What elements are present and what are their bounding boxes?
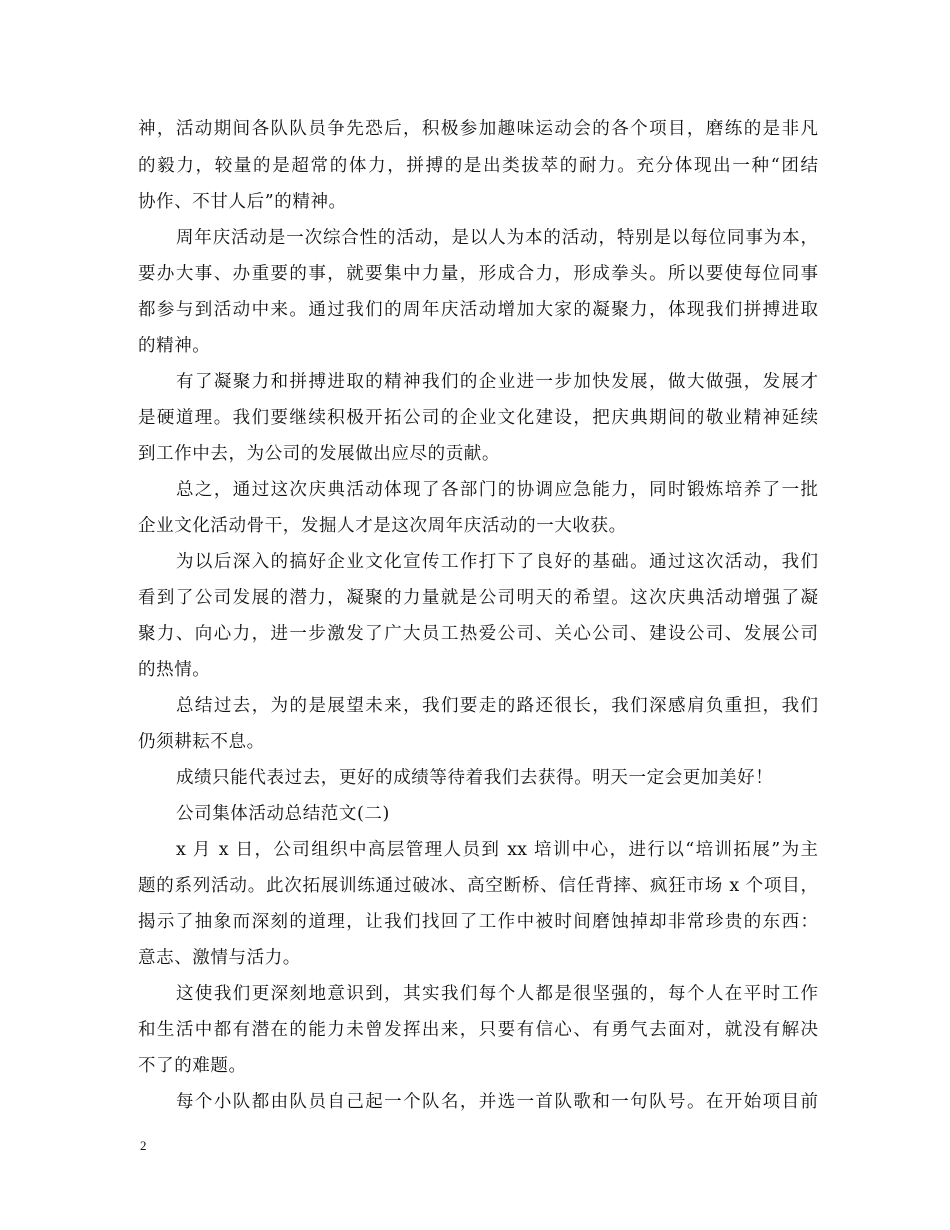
text-line: 要办大事、办重要的事，就要集中力量，形成合力，形成拳头。所以要使每位同事: [138, 264, 818, 284]
text-line: 总结过去，为的是展望未来，我们要走的路还很长，我们深感肩负重担，我们: [176, 696, 818, 716]
text-line: 是硬道理。我们要继续积极开拓公司的企业文化建设，把庆典期间的敬业精神延续: [138, 408, 818, 428]
text-line: 到工作中去，为公司的发展做出应尽的贡献。: [138, 444, 500, 464]
text-line: 的热情。: [138, 660, 211, 680]
text-line: 神，活动期间各队队员争先恐后，积极参加趣味运动会的各个项目，磨练的是非凡: [138, 119, 818, 139]
text-line: 仍须耕耘不息。: [138, 732, 265, 752]
text-line: 意志、激情与活力。: [138, 948, 301, 968]
text-line: 和生活中都有潜在的能力未曾发挥出来，只要有信心、有勇气去面对，就没有解决: [138, 1020, 818, 1040]
text-line: 每个小队都由队员自己起一个队名，并选一首队歌和一句队号。在开始项目前: [176, 1092, 818, 1112]
text-line: 这使我们更深刻地意识到，其实我们每个人都是很坚强的，每个人在平时工作: [176, 984, 818, 1004]
text-line: 都参与到活动中来。通过我们的周年庆活动增加大家的凝聚力，体现我们拼搏进取: [138, 300, 818, 320]
text-line: 的精神。: [138, 336, 211, 356]
text-line: 揭示了抽象而深刻的道理，让我们找回了工作中被时间磨蚀掉却非常珍贵的东西：: [138, 912, 818, 932]
text-line: 不了的难题。: [138, 1056, 247, 1076]
text-line: 成绩只能代表过去，更好的成绩等待着我们去获得。明天一定会更加美好！: [176, 768, 774, 788]
text-line: 协作、不甘人后”的精神。: [138, 192, 347, 212]
text-line: 周年庆活动是一次综合性的活动，是以人为本的活动，特别是以每位同事为本，: [176, 228, 818, 248]
text-line: 看到了公司发展的潜力，凝聚的力量就是公司明天的希望。这次庆典活动增强了凝: [138, 588, 818, 608]
text-line: 企业文化活动骨干，发掘人才是这次周年庆活动的一大收获。: [138, 516, 627, 536]
text-line: x 月 x 日，公司组织中高层管理人员到 xx 培训中心，进行以“培训拓展”为主: [176, 840, 818, 860]
section-heading: 公司集体活动总结范文(二): [176, 804, 390, 824]
text-line: 为以后深入的搞好企业文化宣传工作打下了良好的基础。通过这次活动，我们: [176, 552, 818, 572]
text-line: 聚力、向心力，进一步激发了广大员工热爱公司、关心公司、建设公司、发展公司: [138, 624, 818, 644]
text-line: 题的系列活动。此次拓展训练通过破冰、高空断桥、信任背摔、疯狂市场 x 个项目，: [138, 876, 818, 896]
text-line: 的毅力，较量的是超常的体力，拼搏的是出类拔萃的耐力。充分体现出一种“团结: [138, 156, 818, 176]
text-line: 总之，通过这次庆典活动体现了各部门的协调应急能力，同时锻炼培养了一批: [176, 480, 818, 500]
text-line: 有了凝聚力和拼搏进取的精神我们的企业进一步加快发展，做大做强，发展才: [176, 372, 818, 392]
page-number: 2: [140, 1138, 147, 1153]
